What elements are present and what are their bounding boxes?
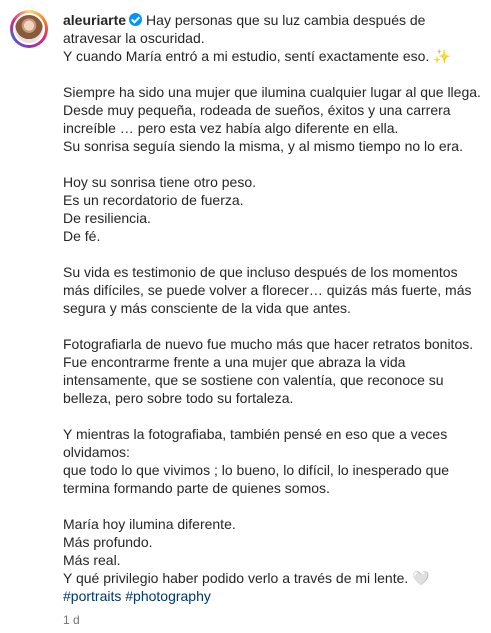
caption-line: Fotografiarla de nuevo fue mucho más que hacer retratos bonitos. Fue encontrarme frente a una mujer que abraza la vida intensamente, que se sostiene con valentía, que reconoce su belleza, pero sobre todo su fortaleza. [63,336,478,406]
verified-badge-icon [129,13,142,26]
caption-line: De fé. [63,228,101,244]
caption-line: Su vida es testimonio de que incluso después de los momentos más difíciles, se puede volver a florecer… quizás más fuerte, más segura y más consciente de la vida que antes. [63,264,476,316]
avatar[interactable] [13,13,45,45]
caption-line: Más real. [63,552,121,568]
caption-line: que todo lo que vivimos ; lo bueno, lo difícil, lo inesperado que termina formando parte de quienes somos. [63,462,453,496]
caption-first-line [63,11,487,47]
caption-line [63,245,487,263]
hashtag-link[interactable]: #photography [125,588,211,604]
caption [63,11,487,605]
caption-line: De resiliencia. [63,210,151,226]
caption-line: Su sonrisa seguía siendo la misma, y al mismo tiempo no lo era. [63,138,463,154]
post-timestamp[interactable]: 1 d [63,613,80,627]
hashtag-link[interactable]: #portraits [63,588,122,604]
caption-line [63,407,487,425]
caption-text: Hay personas que su luz cambia después de atravesar la oscuridad. [63,12,430,46]
caption-line: Es un recordatorio de fuerza. [63,192,244,208]
caption-line: Más profundo. [63,534,153,550]
caption-line: Siempre ha sido una mujer que ilumina cualquier lugar al que llega. [63,84,481,100]
caption-line: Hoy su sonrisa tiene otro peso. [63,174,256,190]
caption-line [63,155,487,173]
hashtags [63,587,487,605]
caption-line: Y cuando María entró a mi estudio, sentí exactamente eso. ✨ [63,48,451,64]
username-link[interactable]: aleuriarte [63,12,127,28]
caption-line [63,65,487,83]
caption-line: María hoy ilumina diferente. [63,516,236,532]
caption-line [63,317,487,335]
caption-line: Desde muy pequeña, rodeada de sueños, éxitos y una carrera increíble … pero esta vez había algo diferente en ella. [63,102,455,136]
caption-line [63,497,487,515]
caption-line: Y qué privilegio haber podido verlo a través de mi lente. 🤍 [63,570,430,586]
caption-line: Y mientras la fotografiaba, también pensé en eso que a veces olvidamos: [63,426,452,460]
